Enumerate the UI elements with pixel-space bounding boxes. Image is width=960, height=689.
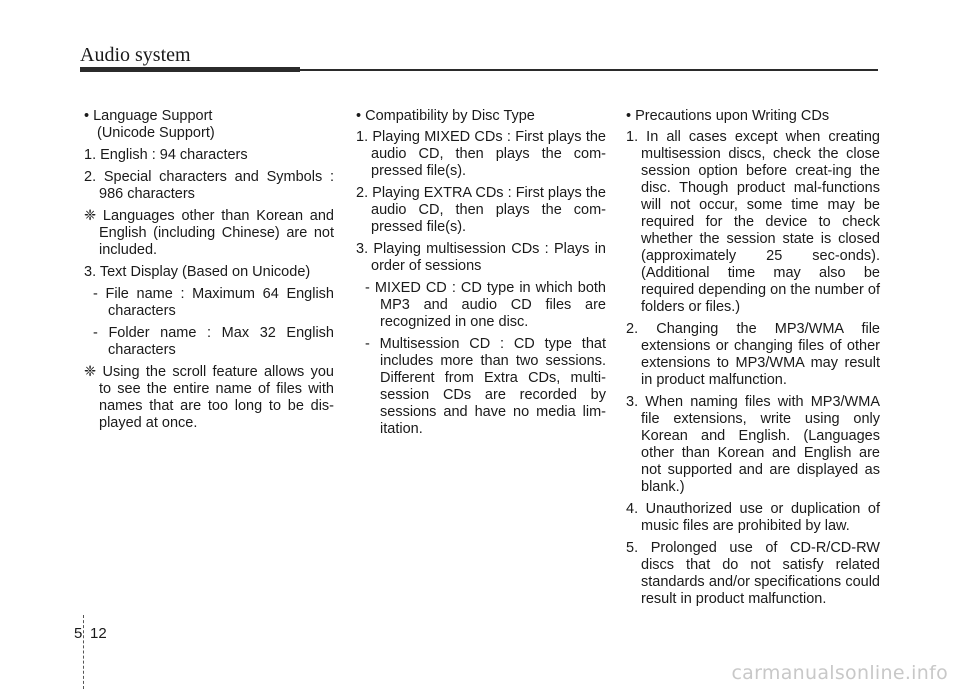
list-item: 1. Playing MIXED CDs : First plays the audio CD, then plays the com-pressed file(s). — [356, 129, 606, 179]
header-rule-thin — [300, 69, 878, 71]
list-item: 2. Playing EXTRA CDs : First plays the audio CD, then plays the com-pressed file(s). — [356, 185, 606, 235]
list-item: ❈ Using the scroll feature allows you to see the entire name of files with names that are too long to be dis-played at once. — [84, 364, 334, 431]
column-language-support — [84, 108, 334, 437]
list-item: 3. Text Display (Based on Unicode) — [84, 264, 311, 280]
list-item: 2. Changing the MP3/WMA file extensions or changing files of other extensions to MP3/WMA may result in product malfunction. — [626, 321, 880, 388]
list-item: 1. English : 94 characters — [84, 147, 248, 163]
list-subitem: - Folder name : Max 32 English characters — [93, 325, 334, 358]
list-item: 3. When naming files with MP3/WMA file extensions, write using only Korean and English. (Languages other than Korean and English are not supported and are displayed as blank.) — [626, 394, 880, 495]
list-item: 2. Special characters and Symbols : 986 characters — [84, 169, 334, 202]
column-disc-compatibility — [356, 108, 606, 443]
list-item: 3. Playing multisession CDs : Plays in order of sessions — [356, 241, 606, 274]
watermark-logo: carmanualsonline.info — [731, 662, 948, 684]
section-title: Audio system — [80, 44, 191, 66]
list-subitem: - File name : Maximum 64 English characters — [93, 286, 334, 319]
list-subitem: - MIXED CD : CD type in which both MP3 and audio CD files are recognized in one disc. — [365, 280, 606, 330]
section-heading: • Precautions upon Writing CDs — [626, 108, 880, 125]
header-rule-thick — [80, 67, 300, 72]
column-writing-precautions — [626, 108, 880, 613]
section-heading: • Compatibility by Disc Type — [356, 108, 606, 125]
list-item: 1. In all cases except when creating multisession discs, check the close session option before creat-ing the disc. Though product mal-functions will not occur, some time may be required for the device to check whether the session state is closed (approximately 25 sec-onds). (Additional time may also be required depending on the number of folders or files.) — [626, 129, 880, 315]
section-heading: • Language Support — [84, 108, 334, 125]
list-item: 4. Unauthorized use or duplication of music files are prohibited by law. — [626, 501, 880, 534]
page-number: 12 — [90, 625, 107, 642]
footer-divider — [83, 615, 85, 689]
list-item: 5. Prolonged use of CD-R/CD-RW discs that do not satisfy related standards and/or specifications could result in product malfunction. — [626, 540, 880, 607]
list-subitem: - Multisession CD : CD type that includes more than two sessions. Different from Extra CDs, multi-session CDs are recorded by sessions and have no media lim-itation. — [365, 336, 606, 437]
list-item: ❈ Languages other than Korean and English (including Chinese) are not included. — [84, 208, 334, 258]
section-subheading: (Unicode Support) — [97, 125, 215, 141]
chapter-number: 5 — [74, 625, 83, 642]
